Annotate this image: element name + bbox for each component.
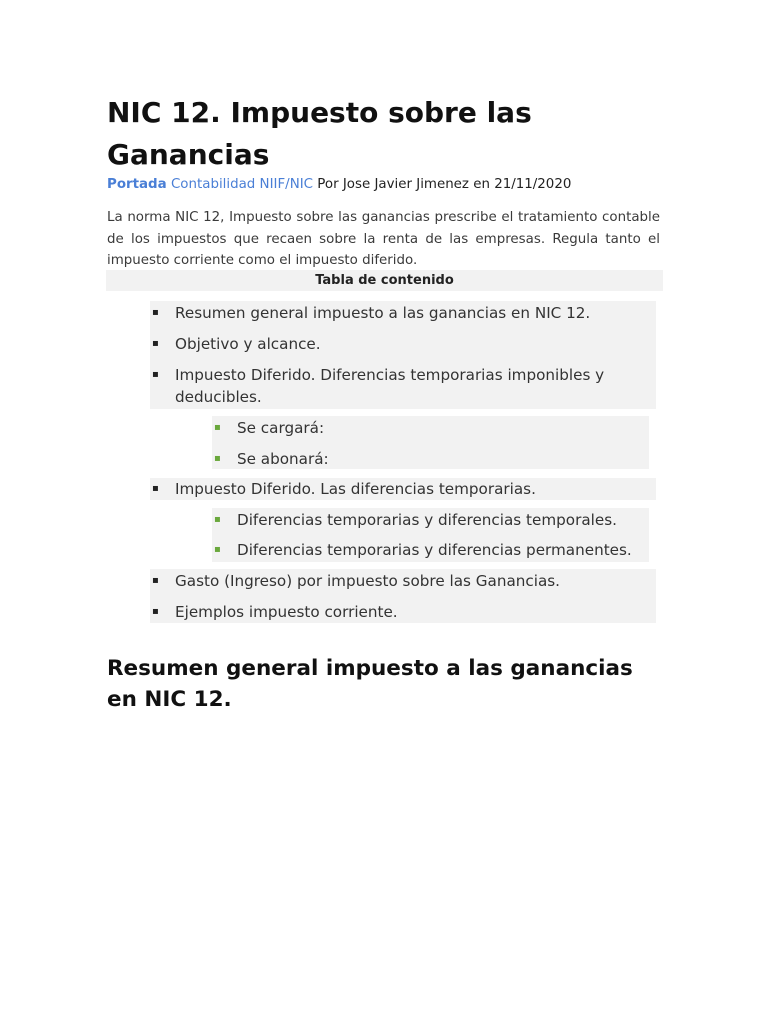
toc-item-label: Diferencias temporarias y diferencias temporales. (237, 511, 617, 529)
toc-item-label: Se cargará: (237, 419, 325, 437)
square-bullet-icon: ▪ (214, 514, 221, 525)
square-bullet-icon: ▪ (152, 575, 159, 586)
toc-item-label: Impuesto Diferido. Diferencias temporarias imponibles y deducibles. (175, 366, 605, 406)
toc-item[interactable] (152, 302, 645, 324)
byline: Por Jose Javier Jimenez en 21/11/2020 (317, 177, 572, 192)
toc-subitem[interactable] (214, 417, 637, 439)
toc-item-label: Se abonará: (237, 450, 329, 468)
toc-subitem[interactable] (214, 448, 637, 470)
page-title: NIC 12. Impuesto sobre las Ganancias (107, 96, 532, 171)
toc-item[interactable] (152, 364, 637, 408)
toc-subitem[interactable] (214, 539, 647, 561)
breadcrumb-home-link[interactable]: Portada (107, 177, 167, 192)
intro-paragraph: La norma NIC 12, Impuesto sobre las ganancias prescribe el tratamiento contable de los impuestos que recaen sobre la renta de las empresas. Regula tanto el impuesto corriente como el impuesto diferido. (107, 210, 660, 268)
toc-item-label: Diferencias temporarias y diferencias permanentes. (237, 541, 632, 559)
toc-title: Tabla de contenido (106, 270, 663, 291)
square-bullet-icon: ▪ (214, 453, 221, 464)
square-bullet-icon: ▪ (152, 483, 159, 494)
square-bullet-icon: ▪ (152, 307, 159, 318)
toc-item[interactable] (152, 333, 645, 355)
toc-item[interactable] (152, 570, 645, 592)
category-link[interactable]: Contabilidad NIIF/NIC (170, 177, 314, 192)
toc-item-label: Objetivo y alcance. (175, 335, 321, 353)
square-bullet-icon: ▪ (214, 544, 221, 555)
square-bullet-icon: ▪ (152, 606, 159, 617)
toc-item-label: Ejemplos impuesto corriente. (175, 603, 398, 621)
toc-item-label: Resumen general impuesto a las ganancias en NIC 12. (175, 304, 591, 322)
square-bullet-icon: ▪ (152, 369, 159, 380)
toc-item[interactable] (152, 478, 645, 500)
square-bullet-icon: ▪ (214, 422, 221, 433)
section-heading: Resumen general impuesto a las ganancias en NIC 12. (107, 656, 633, 712)
toc-subitem[interactable] (214, 509, 647, 531)
square-bullet-icon: ▪ (152, 338, 159, 349)
post-meta (107, 175, 707, 195)
toc-item[interactable] (152, 601, 645, 623)
toc-item-label: Impuesto Diferido. Las diferencias temporarias. (175, 480, 536, 498)
toc-item-label: Gasto (Ingreso) por impuesto sobre las Ganancias. (175, 572, 561, 590)
